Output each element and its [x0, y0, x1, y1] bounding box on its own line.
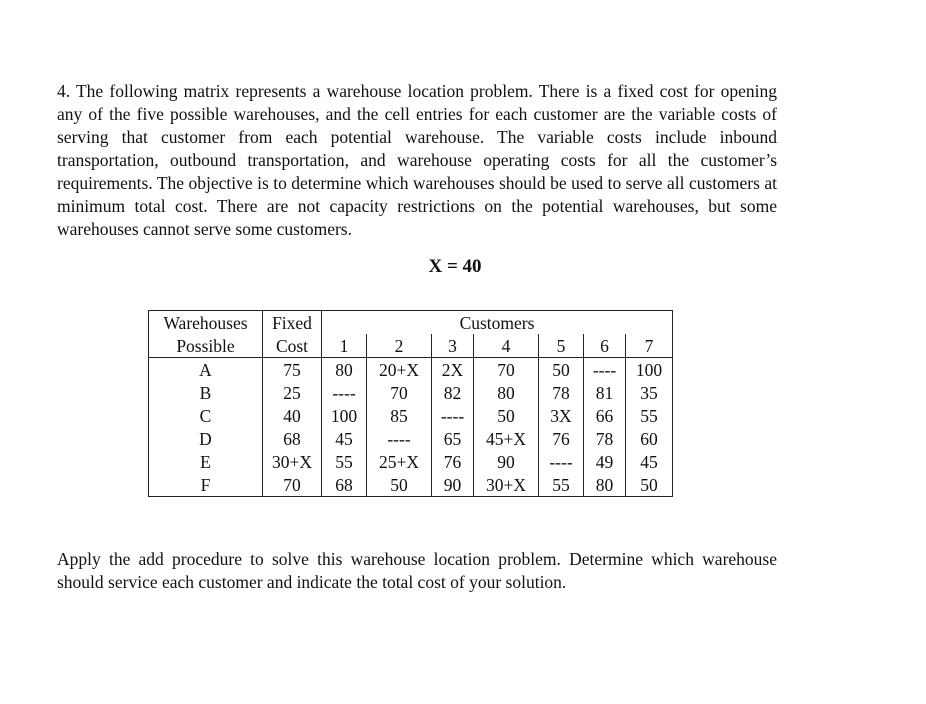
table-row	[149, 381, 673, 404]
header-customers: Customers	[322, 311, 673, 335]
customer-number: 3	[432, 334, 474, 358]
variable-cost-cell: 55	[539, 473, 584, 497]
fixed-cost-cell: 75	[263, 358, 322, 382]
variable-cost-cell: ----	[367, 427, 432, 450]
variable-cost-cell: 80	[474, 381, 539, 404]
header-fixed: Fixed	[263, 311, 322, 335]
variable-cost-cell: 50	[626, 473, 673, 497]
variable-cost-cell: 90	[474, 450, 539, 473]
variable-cost-cell: 50	[367, 473, 432, 497]
variable-cost-cell: ----	[539, 450, 584, 473]
table-row	[149, 473, 673, 497]
variable-cost-cell: 68	[322, 473, 367, 497]
variable-cost-cell: 65	[432, 427, 474, 450]
warehouse-label: C	[149, 404, 263, 427]
variable-cost-cell: 70	[474, 358, 539, 382]
variable-cost-cell: 49	[584, 450, 626, 473]
customer-number: 2	[367, 334, 432, 358]
variable-cost-cell: 100	[626, 358, 673, 382]
variable-cost-cell: 70	[367, 381, 432, 404]
variable-cost-cell: ----	[584, 358, 626, 382]
customer-number: 7	[626, 334, 673, 358]
fixed-cost-cell: 25	[263, 381, 322, 404]
table-row	[149, 427, 673, 450]
variable-cost-cell: 50	[474, 404, 539, 427]
warehouse-cost-matrix	[148, 310, 673, 497]
variable-cost-cell: 82	[432, 381, 474, 404]
variable-cost-cell: 2X	[432, 358, 474, 382]
table-row	[149, 450, 673, 473]
variable-cost-cell: 100	[322, 404, 367, 427]
x-value-label: X = 40	[428, 256, 482, 277]
warehouse-label: F	[149, 473, 263, 497]
problem-statement: 4. The following matrix represents a warehouse location problem. There is a fixed cost for opening any of the five possible warehouses, and the cell entries for each customer are the variable costs of serving that customer from each potential warehouse. The variable costs include inbound transportation, outbound transportation, and warehouse operating costs for all the customer’s requirements. The objective is to determine which warehouses should be used to serve all customers at minimum total cost. There are not capacity restrictions on the potential warehouses, but some warehouses cannot serve some customers.	[57, 81, 777, 239]
variable-cost-cell: 30+X	[474, 473, 539, 497]
header-possible: Possible	[149, 334, 263, 358]
instruction-text: Apply the add procedure to solve this warehouse location problem. Determine which warehouse should service each customer and indicate the total cost of your solution.	[57, 549, 777, 592]
fixed-cost-cell: 30+X	[263, 450, 322, 473]
variable-cost-cell: 80	[322, 358, 367, 382]
variable-cost-cell: ----	[432, 404, 474, 427]
variable-cost-cell: 66	[584, 404, 626, 427]
variable-cost-cell: 55	[322, 450, 367, 473]
variable-cost-cell: ----	[322, 381, 367, 404]
warehouse-label: A	[149, 358, 263, 382]
customer-number: 5	[539, 334, 584, 358]
variable-cost-cell: 45+X	[474, 427, 539, 450]
warehouse-label: E	[149, 450, 263, 473]
variable-cost-cell: 50	[539, 358, 584, 382]
variable-cost-cell: 55	[626, 404, 673, 427]
variable-cost-cell: 35	[626, 381, 673, 404]
table-row	[149, 404, 673, 427]
warehouse-label: D	[149, 427, 263, 450]
variable-cost-cell: 45	[322, 427, 367, 450]
variable-cost-cell: 45	[626, 450, 673, 473]
table-row	[149, 358, 673, 382]
fixed-cost-cell: 70	[263, 473, 322, 497]
variable-cost-cell: 76	[432, 450, 474, 473]
fixed-cost-cell: 40	[263, 404, 322, 427]
variable-cost-cell: 3X	[539, 404, 584, 427]
header-warehouses: Warehouses	[149, 311, 263, 335]
table-header-row-1	[149, 311, 673, 335]
variable-cost-cell: 78	[584, 427, 626, 450]
variable-cost-cell: 80	[584, 473, 626, 497]
variable-cost-cell: 81	[584, 381, 626, 404]
variable-cost-cell: 90	[432, 473, 474, 497]
customer-number: 4	[474, 334, 539, 358]
table-header-row-2	[149, 334, 673, 358]
variable-cost-cell: 60	[626, 427, 673, 450]
header-cost: Cost	[263, 334, 322, 358]
warehouse-label: B	[149, 381, 263, 404]
variable-cost-cell: 25+X	[367, 450, 432, 473]
variable-cost-cell: 20+X	[367, 358, 432, 382]
variable-cost-cell: 85	[367, 404, 432, 427]
customer-number: 1	[322, 334, 367, 358]
variable-cost-cell: 78	[539, 381, 584, 404]
variable-cost-cell: 76	[539, 427, 584, 450]
customer-number: 6	[584, 334, 626, 358]
fixed-cost-cell: 68	[263, 427, 322, 450]
